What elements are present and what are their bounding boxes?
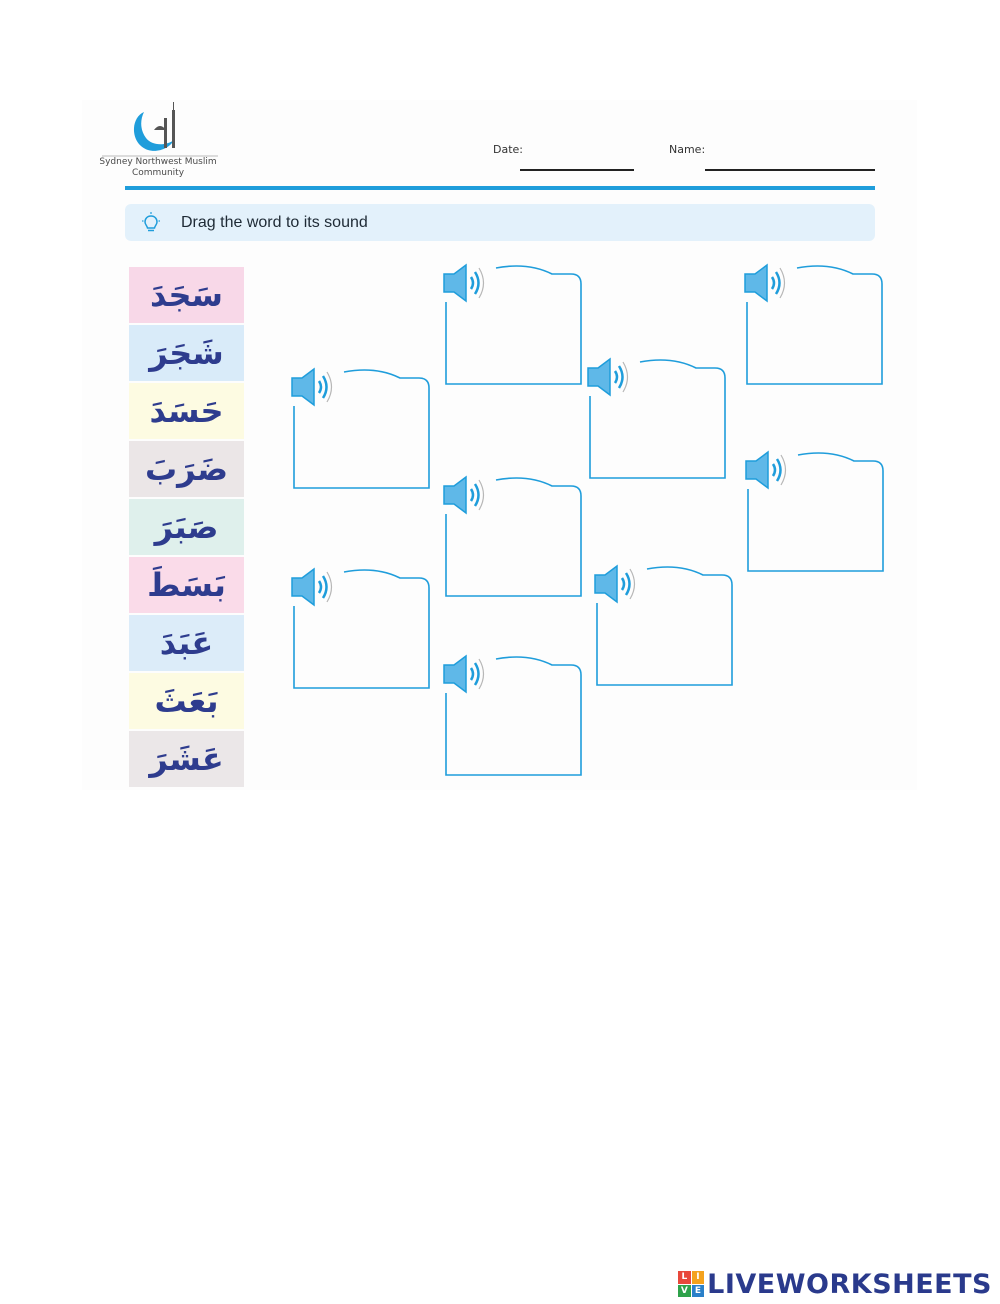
instruction-text: Drag the word to its sound xyxy=(181,214,368,231)
name-label: Name: xyxy=(669,143,706,156)
org-name: Sydney Northwest Muslim Community xyxy=(99,157,217,178)
word-tile[interactable]: شَجَرَ xyxy=(129,325,244,381)
word-tile[interactable]: سَجَدَ xyxy=(129,267,244,323)
liveworksheets-logo xyxy=(678,1270,992,1298)
lightbulb-icon xyxy=(141,212,161,234)
speaker-icon[interactable] xyxy=(440,653,488,695)
word-tile[interactable]: بَسَطَ xyxy=(129,557,244,613)
drop-target[interactable] xyxy=(440,474,590,599)
word-tile[interactable]: بَعَثَ xyxy=(129,673,244,729)
header-divider xyxy=(125,186,875,190)
speaker-icon[interactable] xyxy=(591,563,639,605)
speaker-icon[interactable] xyxy=(742,449,790,491)
drop-target[interactable] xyxy=(440,262,590,387)
live-badge-letter: I xyxy=(692,1271,705,1284)
name-field[interactable] xyxy=(705,169,875,171)
drop-target[interactable] xyxy=(288,566,438,691)
brand-name: LIVEWORKSHEETS xyxy=(707,1268,992,1300)
word-tile[interactable]: عَشَرَ xyxy=(129,731,244,787)
speaker-icon[interactable] xyxy=(288,566,336,608)
word-tile[interactable]: ضَرَبَ xyxy=(129,441,244,497)
instruction-banner xyxy=(125,204,875,241)
drop-target[interactable] xyxy=(584,356,734,481)
word-bank xyxy=(129,267,244,789)
live-badge xyxy=(678,1271,704,1297)
live-badge-letter: L xyxy=(678,1271,691,1284)
drop-target[interactable] xyxy=(742,449,892,574)
drop-target[interactable] xyxy=(288,366,438,491)
drop-target[interactable] xyxy=(440,653,590,778)
speaker-icon[interactable] xyxy=(741,262,789,304)
word-tile[interactable]: حَسَدَ xyxy=(129,383,244,439)
drop-target[interactable] xyxy=(591,563,741,688)
speaker-icon[interactable] xyxy=(584,356,632,398)
live-badge-letter: V xyxy=(678,1285,691,1298)
drop-target[interactable] xyxy=(741,262,891,387)
word-tile[interactable]: صَبَرَ xyxy=(129,499,244,555)
speaker-icon[interactable] xyxy=(288,366,336,408)
speaker-icon[interactable] xyxy=(440,262,488,304)
date-label: Date: xyxy=(493,143,523,156)
live-badge-letter: E xyxy=(692,1285,705,1298)
word-tile[interactable]: عَبَدَ xyxy=(129,615,244,671)
speaker-icon[interactable] xyxy=(440,474,488,516)
date-field[interactable] xyxy=(520,169,634,171)
